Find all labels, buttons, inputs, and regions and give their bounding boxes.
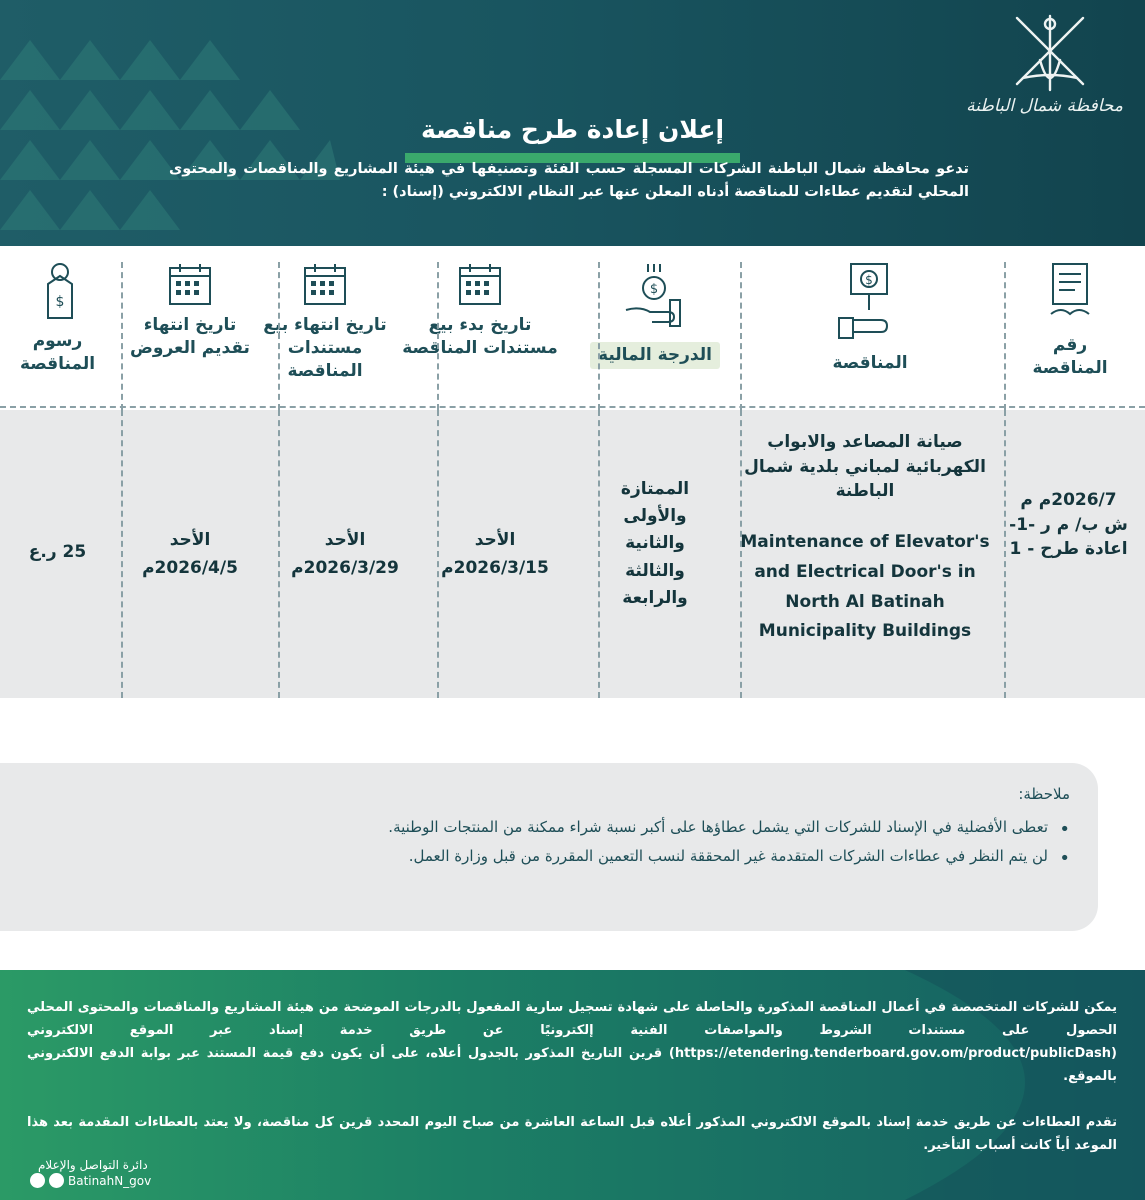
calendar-icon	[457, 262, 503, 306]
header-banner	[0, 0, 1145, 246]
column-header-start: تاريخ بدء بيع مستندات المناقصة	[400, 262, 560, 410]
financial-grade: الممتازة والأولى والثانية والثالثة والرابعة	[620, 479, 690, 608]
column-header-fees: $ رسوم المناقصة	[10, 262, 105, 410]
column-header-end-docs: تاريخ انتهاء بيع مستندات المناقصة	[250, 262, 400, 410]
column-divider	[278, 410, 280, 698]
note-item: • تعطى الأفضلية في الإسناد للشركات التي يشمل عطاؤها على أكبر نسبة شراء ممكنة من المنتجات الوطنية.	[30, 813, 1070, 842]
notes-list	[30, 813, 1070, 870]
tender-number: 2026/7م م ش ب/ م ر -1- اعادة طرح - 1	[1009, 490, 1128, 560]
instagram-icon[interactable]	[49, 1173, 64, 1188]
column-divider	[598, 262, 600, 410]
svg-text:$: $	[865, 273, 873, 287]
intro-text: تدعو محافظة شمال الباطنة الشركات المسجلة حسب الفئة وتصنيفها في هيئة المشاريع والمناقصات والمحتوى المحلي لتقديم عطاءات للمناقصة أدناه المعلن عنها عبر النظام الالكتروني (إسناد) :	[169, 161, 969, 201]
handle-text: BatinahN_gov	[68, 1173, 152, 1188]
column-header-number: رقم المناقصة	[1025, 262, 1115, 410]
column-header-tender: $ المناقصة	[765, 262, 975, 410]
column-divider	[437, 410, 439, 698]
column-header-grade: $ الدرجة المالية	[585, 262, 725, 410]
page-title: إعلان إعادة طرح مناقصة	[405, 112, 740, 163]
end-offers-day: الأحد	[169, 530, 211, 550]
footer-text	[27, 996, 1117, 1157]
footer-banner	[0, 970, 1145, 1200]
twitter-icon[interactable]	[30, 1173, 45, 1188]
start-date: 2026/3/15م	[441, 558, 549, 578]
note-item: • لن يتم النظر في عطاءات الشركات المتقدمة غير المحققة لنسب التعمين المقررة من قبل وزارة العمل.	[30, 842, 1070, 871]
notes-box	[0, 763, 1098, 931]
governorate-name: محافظة شمال الباطنة	[966, 96, 1123, 116]
footer-paragraph: يمكن للشركات المتخصصة في أعمال المناقصة المذكورة والحاصلة على شهادة تسجيل سارية المفعول بالدرجات الموضحة من هيئة المشاريع والمناقصات والمحتوى المحلي الحصول على مستندات الشروط والمواصفات الفنية إلكترونيًا عن طريق خدمة إسناد عبر الموقع الالكتروني (https://etendering.tenderboard.gov.om/product/publicDash) قرين التاريخ المذكور بالجدول أعلاه، على أن يكون دفع قيمة المستند عبر بوابة الدفع الالكتروني بالموقع.	[27, 1000, 1117, 1085]
column-header-end-offers: تاريخ انتهاء تقديم العروض	[125, 262, 255, 410]
notes-title: ملاحظة:	[1018, 785, 1070, 803]
column-divider	[1004, 262, 1006, 410]
column-divider	[121, 262, 123, 410]
column-divider	[121, 410, 123, 698]
oman-emblem-icon	[995, 10, 1105, 100]
price-tag-icon	[38, 262, 78, 322]
header-row-divider	[0, 406, 1145, 408]
column-divider	[740, 262, 742, 410]
end-offers-date: 2026/4/5م	[142, 558, 238, 578]
document-handshake-icon	[1045, 262, 1095, 326]
end-docs-date: 2026/3/29م	[291, 558, 399, 578]
tender-fees: 25 ر.ع	[28, 542, 87, 562]
column-divider	[437, 262, 439, 410]
calendar-icon	[302, 262, 348, 306]
column-divider	[278, 262, 280, 410]
calendar-icon	[167, 262, 213, 306]
social-handle[interactable]	[30, 1173, 151, 1188]
department-name: دائرة التواصل والإعلام	[38, 1158, 148, 1172]
tender-name-ar: صيانة المصاعد والابواب الكهربائية لمباني بلدية شمال الباطنة	[744, 432, 986, 502]
svg-text:$: $	[649, 282, 659, 297]
hand-sign-icon	[835, 262, 905, 344]
footer-paragraph: تقدم العطاءات عن طريق خدمة إسناد بالموقع الالكتروني المذكور أعلاه قبل الساعة العاشرة من صباح اليوم المحدد قرين كل مناقصة، ولا يعتد بالعطاءات المقدمة بعد هذا الموعد أياً كانت أسباب التأخير.	[27, 1114, 1117, 1153]
svg-text:$: $	[55, 294, 64, 310]
end-docs-day: الأحد	[324, 530, 366, 550]
hand-money-icon	[620, 262, 690, 334]
tender-name-en: Maintenance of Elevator's and Electrical Door's in North Al Batinah Municipality Buildings	[740, 532, 990, 642]
start-day: الأحد	[474, 530, 516, 550]
